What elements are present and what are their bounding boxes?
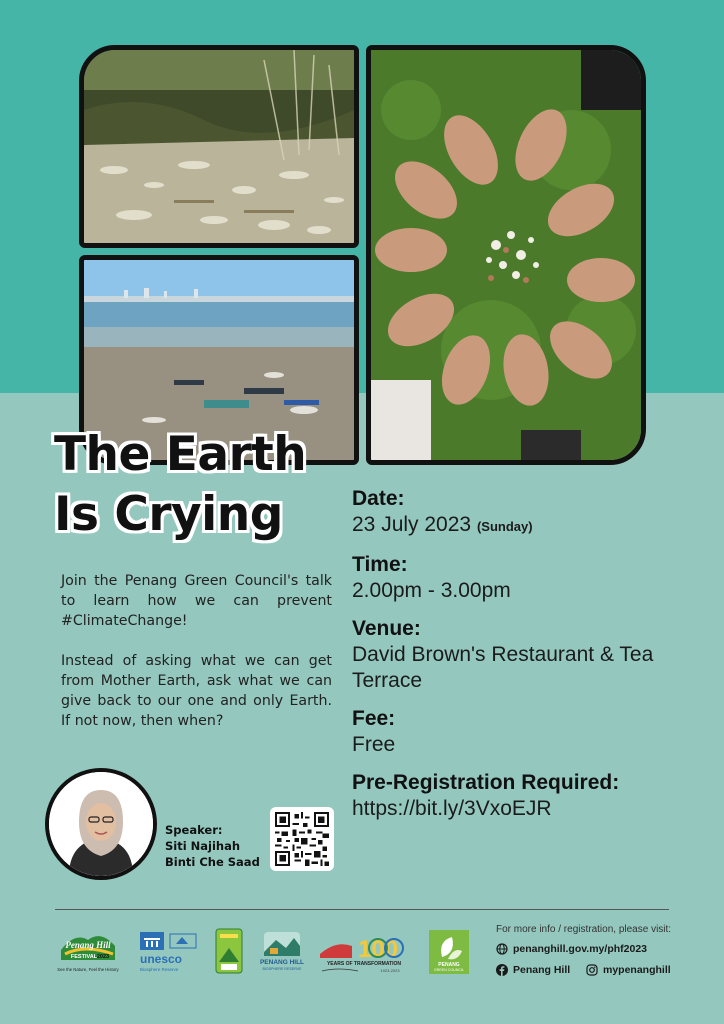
more-info-text: For more info / registration, please visit: bbox=[496, 924, 672, 935]
venue-value: David Brown's Restaurant & Tea Terrace bbox=[352, 643, 654, 692]
registration-link[interactable]: https://bit.ly/3VxoEJR bbox=[352, 797, 552, 820]
footer-divider bbox=[55, 909, 669, 910]
fee-value: Free bbox=[352, 733, 396, 756]
penang-hill-festival-logo bbox=[55, 926, 121, 976]
biosphere-logo-name: PENANG HILL bbox=[259, 959, 305, 966]
title-line-2: Is Crying bbox=[54, 487, 283, 542]
facebook-icon bbox=[496, 964, 508, 976]
instagram-handle[interactable]: mypenanghill bbox=[603, 964, 671, 976]
fee-label: Fee: bbox=[352, 707, 396, 730]
100-years-logo-sub: YEARS OF TRANSFORMATION bbox=[326, 961, 402, 967]
venue-label: Venue: bbox=[352, 617, 421, 640]
date-text: 23 July 2023 bbox=[352, 513, 472, 536]
website-contact[interactable] bbox=[496, 943, 647, 955]
festival-logo-year: 2023 bbox=[96, 954, 110, 960]
event-description bbox=[61, 571, 332, 751]
event-details bbox=[352, 486, 712, 834]
website-url[interactable]: penanghill.gov.my/phf2023 bbox=[513, 943, 647, 955]
time-detail bbox=[352, 552, 712, 604]
hands-circle-photo bbox=[366, 45, 646, 465]
date-day: (Sunday) bbox=[476, 519, 533, 534]
speaker-name-line-1: Siti Najihah bbox=[165, 839, 241, 853]
date-label: Date: bbox=[352, 487, 405, 510]
festival-logo-label: FESTIVAL bbox=[70, 954, 98, 960]
pgc-logo-line-2: GREEN COUNCIL bbox=[434, 968, 464, 972]
festival-logo-tagline: See the Nature, Feel the History bbox=[57, 967, 119, 972]
svg-text:100: 100 bbox=[357, 936, 399, 963]
facebook-contact[interactable] bbox=[496, 964, 570, 976]
penang-hill-biosphere-logo bbox=[258, 930, 306, 974]
plastic-waste-photo bbox=[79, 45, 359, 248]
penang-hill-corporation-logo bbox=[215, 928, 243, 974]
penang-green-council-logo bbox=[428, 929, 470, 975]
speaker-avatar bbox=[45, 768, 157, 880]
preregistration-detail bbox=[352, 770, 712, 822]
speaker-info bbox=[165, 822, 260, 870]
instagram-contact[interactable] bbox=[586, 964, 671, 976]
pgc-logo-line-1: PENANG bbox=[438, 962, 460, 968]
unesco-logo bbox=[138, 930, 200, 974]
speaker-label: Speaker: bbox=[165, 823, 223, 837]
instagram-icon bbox=[586, 964, 598, 976]
description-paragraph-1: Join the Penang Green Council's talk to learn how we can prevent #ClimateChange! bbox=[61, 573, 332, 629]
event-title bbox=[54, 425, 354, 545]
venue-detail bbox=[352, 616, 712, 694]
description-paragraph-2: Instead of asking what we can get from Mother Earth, ask what we can give back to our one and only Earth. If not now, then when? bbox=[61, 653, 332, 729]
unesco-logo-name: unesco bbox=[140, 952, 183, 966]
date-value bbox=[352, 512, 712, 540]
biosphere-logo-sub: BIOSPHERE RESERVE bbox=[262, 967, 302, 971]
unesco-logo-sub: Biosphere Reserve bbox=[140, 967, 179, 972]
globe-icon bbox=[496, 943, 508, 955]
100-years-logo bbox=[318, 930, 410, 976]
date-detail bbox=[352, 486, 712, 540]
preregistration-label: Pre-Registration Required: bbox=[352, 771, 620, 794]
time-label: Time: bbox=[352, 553, 408, 576]
time-value: 2.00pm - 3.00pm bbox=[352, 579, 511, 602]
title-line-1: The Earth bbox=[54, 427, 307, 482]
fee-detail bbox=[352, 706, 712, 758]
festival-logo-name: Penang Hill bbox=[65, 940, 111, 950]
facebook-handle[interactable]: Penang Hill bbox=[513, 964, 571, 976]
registration-qr-code[interactable] bbox=[270, 807, 334, 871]
100-years-logo-dates: 1923-2023 bbox=[380, 968, 400, 973]
speaker-name-line-2: Binti Che Saad bbox=[165, 855, 260, 869]
